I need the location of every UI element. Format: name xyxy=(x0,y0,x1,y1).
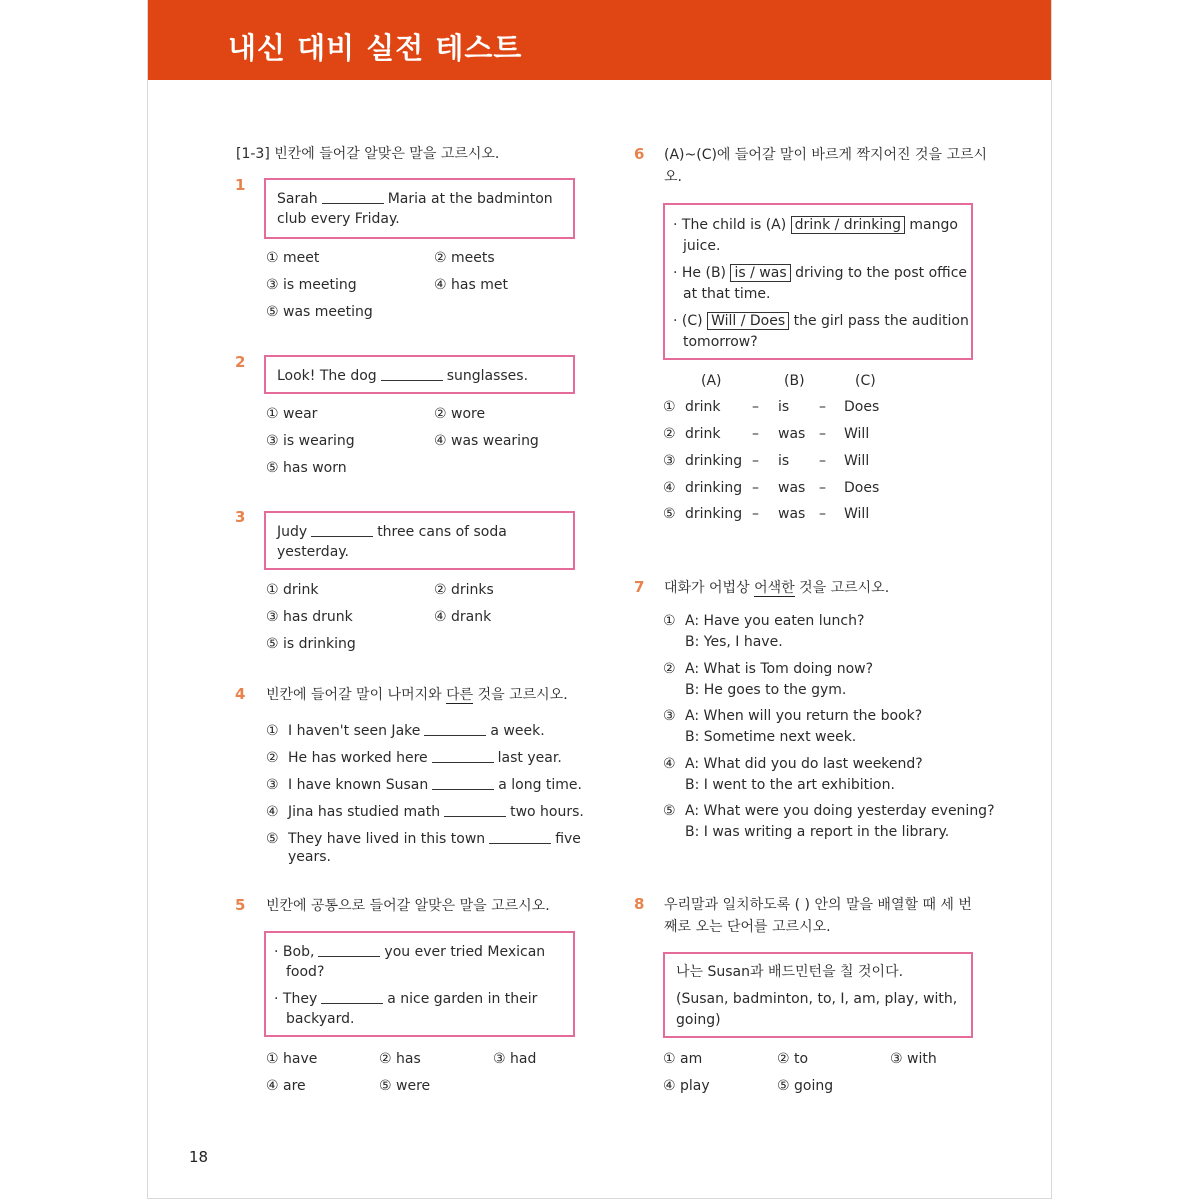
option-line-b: B: Yes, I have. xyxy=(685,634,783,650)
dash: – xyxy=(819,426,826,442)
option-b: is xyxy=(778,399,790,415)
q1-sentence-line-1 xyxy=(277,188,553,210)
blank xyxy=(432,774,494,790)
q3-option-3[interactable]: ③ has drunk xyxy=(266,609,353,625)
q3-option-4[interactable]: ④ drank xyxy=(434,609,492,625)
q6-option-3[interactable] xyxy=(663,453,742,469)
q8-option-2[interactable]: ② to xyxy=(777,1051,809,1067)
header-banner xyxy=(148,0,1051,80)
q4-option-5[interactable] xyxy=(266,828,581,847)
q4-option-5-continued: years. xyxy=(288,849,331,865)
q5-sentence-2-cont: backyard. xyxy=(286,1011,355,1027)
q6-option-5[interactable] xyxy=(663,506,742,522)
q2-option-3[interactable]: ③ is wearing xyxy=(266,433,355,449)
q4-option-3[interactable] xyxy=(266,774,582,793)
option-text-end: a long time. xyxy=(498,777,582,793)
blank xyxy=(432,747,494,763)
option-c: Does xyxy=(844,480,880,496)
q3-option-5[interactable]: ⑤ is drinking xyxy=(266,636,356,652)
q5-sentence-1 xyxy=(274,941,545,963)
option-number: ① xyxy=(663,399,676,415)
option-number: ③ xyxy=(663,453,676,469)
q8-option-1[interactable]: ① am xyxy=(663,1051,703,1067)
dash: – xyxy=(819,480,826,496)
question-number-7: 7 xyxy=(634,578,645,596)
q8-option-4[interactable]: ④ play xyxy=(663,1078,710,1094)
option-text: I have known Susan xyxy=(288,777,429,793)
q5-instruction: 빈칸에 공통으로 들어갈 알맞은 말을 고르시오. xyxy=(266,898,550,914)
q3-option-2[interactable]: ② drinks xyxy=(434,582,494,598)
q7-option-3[interactable] xyxy=(663,708,922,724)
q6-option-1[interactable] xyxy=(663,399,721,415)
dash: – xyxy=(752,399,759,415)
option-c: Does xyxy=(844,399,880,415)
q6-choice-box-b: is / was xyxy=(730,264,790,282)
option-text: They have lived in this town xyxy=(288,831,486,847)
q2-option-2[interactable]: ② wore xyxy=(434,406,486,422)
q6-choice-box-c: Will / Does xyxy=(707,312,789,330)
option-text: Jina has studied math xyxy=(288,804,441,820)
q6-sentence-a-cont: juice. xyxy=(683,238,721,254)
blank xyxy=(489,828,551,844)
option-line-b: B: I went to the art exhibition. xyxy=(685,777,895,793)
q5-option-5[interactable]: ⑤ were xyxy=(379,1078,431,1094)
option-a: drinking xyxy=(685,453,743,469)
q6-sentence-c xyxy=(673,311,969,332)
q8-word-list: (Susan, badminton, to, I, am, play, with, xyxy=(676,991,958,1007)
option-a: drinking xyxy=(685,480,743,496)
q7-instruction-emphasis: 어색한 xyxy=(754,580,795,596)
option-line-a: A: Have you eaten lunch? xyxy=(685,613,865,629)
question-6-box xyxy=(663,203,973,360)
option-line-a: A: What did you do last weekend? xyxy=(685,756,923,772)
blank xyxy=(322,188,384,204)
q6-sentence-a xyxy=(673,215,958,236)
q8-word-list-cont: going) xyxy=(676,1012,721,1028)
question-2-box xyxy=(264,355,575,394)
q1-option-3[interactable]: ③ is meeting xyxy=(266,277,357,293)
option-line-a: A: What were you doing yesterday evening? xyxy=(685,803,995,819)
option-number: ① xyxy=(663,613,676,629)
q4-instruction xyxy=(266,685,568,706)
blank xyxy=(311,521,373,537)
option-c: Will xyxy=(844,453,870,469)
q6-a-text: · The child is (A) xyxy=(673,217,787,233)
option-number: ④ xyxy=(663,480,676,496)
q4-instruction-c: 것을 고르시오. xyxy=(477,687,568,703)
question-3-box xyxy=(264,511,575,570)
option-b: was xyxy=(778,480,806,496)
dash: – xyxy=(752,480,759,496)
q6-option-4[interactable] xyxy=(663,480,742,496)
q2-sentence xyxy=(277,365,528,387)
q5-option-1[interactable]: ① have xyxy=(266,1051,318,1067)
q1-option-2[interactable]: ② meets xyxy=(434,250,495,266)
option-text: I haven't seen Jake xyxy=(288,723,421,739)
question-number-2: 2 xyxy=(235,353,246,371)
q1-option-1[interactable]: ① meet xyxy=(266,250,320,266)
q5-option-3[interactable]: ③ had xyxy=(493,1051,537,1067)
blank xyxy=(381,365,443,381)
q6-c-text-end: the girl pass the audition xyxy=(793,313,969,329)
option-number: ④ xyxy=(663,756,676,772)
q4-instruction-a: 빈칸에 들어갈 말이 나머지와 xyxy=(266,687,442,703)
q6-choice-box-a: drink / drinking xyxy=(791,216,905,234)
question-1-box xyxy=(264,178,575,239)
option-b: was xyxy=(778,426,806,442)
option-number: ③ xyxy=(663,708,676,724)
question-number-4: 4 xyxy=(235,685,246,703)
question-8-box xyxy=(663,952,973,1038)
q1-text-a: Sarah xyxy=(277,191,318,207)
q6-option-2[interactable] xyxy=(663,426,721,442)
page-number: 18 xyxy=(189,1148,209,1166)
q7-instruction-a: 대화가 어법상 xyxy=(664,580,750,596)
dash: – xyxy=(752,453,759,469)
q7-option-1[interactable] xyxy=(663,613,864,629)
q2-text-b: sunglasses. xyxy=(446,368,529,384)
q4-option-1[interactable] xyxy=(266,720,545,739)
q4-option-4[interactable] xyxy=(266,801,584,820)
blank xyxy=(321,988,383,1004)
q8-korean-sentence: 나는 Susan과 배드민턴을 칠 것이다. xyxy=(676,964,904,980)
q5-sentence-1-cont: food? xyxy=(286,964,325,980)
dash: – xyxy=(819,506,826,522)
option-b: is xyxy=(778,453,790,469)
q5-option-4[interactable]: ④ are xyxy=(266,1078,306,1094)
q5-sentence-2 xyxy=(274,988,537,1010)
q1-option-5[interactable]: ⑤ was meeting xyxy=(266,304,373,320)
q6-header-c: (C) xyxy=(855,373,876,389)
option-number: ② xyxy=(266,750,279,766)
q6-a-text-end: mango xyxy=(909,217,958,233)
question-number-1: 1 xyxy=(235,176,246,194)
q7-instruction xyxy=(664,578,889,599)
option-b: was xyxy=(778,506,806,522)
page-title: 내신 대비 실전 테스트 xyxy=(228,31,523,65)
q5-option-2[interactable]: ② has xyxy=(379,1051,421,1067)
option-text-end: five xyxy=(555,831,581,847)
q7-option-2[interactable] xyxy=(663,661,873,677)
q2-option-1[interactable]: ① wear xyxy=(266,406,318,422)
option-number: ② xyxy=(663,661,676,677)
dash: – xyxy=(752,506,759,522)
q6-instruction-line-1: (A)~(C)에 들어갈 말이 바르게 짝지어진 것을 고르시 xyxy=(664,147,988,163)
question-number-5: 5 xyxy=(235,896,246,914)
q8-option-5[interactable]: ⑤ going xyxy=(777,1078,834,1094)
instruction-1-3: [1-3] 빈칸에 들어갈 알맞은 말을 고르시오. xyxy=(236,146,500,162)
q8-instruction-line-2: 째로 오는 단어를 고르시오. xyxy=(664,919,831,935)
option-number: ⑤ xyxy=(266,831,279,847)
option-number: ① xyxy=(266,723,279,739)
question-number-6: 6 xyxy=(634,145,645,163)
option-line-a: A: What is Tom doing now? xyxy=(685,661,874,677)
q3-text-b: three cans of soda xyxy=(377,524,507,540)
q7-option-4[interactable] xyxy=(663,756,923,772)
blank xyxy=(424,720,486,736)
dash: – xyxy=(819,399,826,415)
q2-option-5[interactable]: ⑤ has worn xyxy=(266,460,347,476)
q6-sentence-c-cont: tomorrow? xyxy=(683,334,758,350)
q7-option-5[interactable] xyxy=(663,803,995,819)
dash: – xyxy=(819,453,826,469)
q6-header-b: (B) xyxy=(784,373,805,389)
q5-s1-b: you ever tried Mexican xyxy=(384,944,546,960)
q2-text-a: Look! The dog xyxy=(277,368,377,384)
dash: – xyxy=(752,426,759,442)
q3-sentence-line-1 xyxy=(277,521,507,543)
option-text-end: a week. xyxy=(490,723,545,739)
option-line-a: A: When will you return the book? xyxy=(685,708,923,724)
q5-s2-a: · They xyxy=(274,991,318,1007)
q4-option-2[interactable] xyxy=(266,747,562,766)
option-c: Will xyxy=(844,426,870,442)
question-number-8: 8 xyxy=(634,895,645,913)
q1-text-b: Maria at the badminton xyxy=(387,191,553,207)
option-number: ⑤ xyxy=(663,506,676,522)
question-number-3: 3 xyxy=(235,508,246,526)
q5-s2-b: a nice garden in their xyxy=(387,991,538,1007)
q6-sentence-b-cont: at that time. xyxy=(683,286,771,302)
q8-option-3[interactable]: ③ with xyxy=(890,1051,937,1067)
q6-instruction-line-2: 오. xyxy=(664,169,682,185)
option-number: ⑤ xyxy=(663,803,676,819)
option-number: ③ xyxy=(266,777,279,793)
page xyxy=(147,0,1052,1199)
q5-s1-a: · Bob, xyxy=(274,944,315,960)
blank xyxy=(318,941,380,957)
q6-sentence-b xyxy=(673,263,967,284)
q1-sentence-line-2: club every Friday. xyxy=(277,211,400,227)
q3-sentence-line-2: yesterday. xyxy=(277,544,350,560)
q8-instruction-line-1: 우리말과 일치하도록 ( ) 안의 말을 배열할 때 세 번 xyxy=(664,897,972,913)
q6-b-text: · He (B) xyxy=(673,265,727,281)
option-a: drinking xyxy=(685,506,743,522)
blank xyxy=(444,801,506,817)
q6-b-text-end: driving to the post office xyxy=(795,265,968,281)
question-5-box xyxy=(264,931,575,1037)
option-text-end: last year. xyxy=(497,750,562,766)
option-number: ④ xyxy=(266,804,279,820)
option-text-end: two hours. xyxy=(510,804,584,820)
option-line-b: B: I was writing a report in the library. xyxy=(685,824,950,840)
q2-option-4[interactable]: ④ was wearing xyxy=(434,433,539,449)
option-line-b: B: Sometime next week. xyxy=(685,729,857,745)
q6-c-text: · (C) xyxy=(673,313,703,329)
q3-text-a: Judy xyxy=(277,524,308,540)
option-c: Will xyxy=(844,506,870,522)
q3-option-1[interactable]: ① drink xyxy=(266,582,319,598)
q1-option-4[interactable]: ④ has met xyxy=(434,277,508,293)
option-a: drink xyxy=(685,399,721,415)
option-text: He has worked here xyxy=(288,750,428,766)
option-line-b: B: He goes to the gym. xyxy=(685,682,847,698)
q4-instruction-emphasis: 다른 xyxy=(446,687,474,703)
option-number: ② xyxy=(663,426,676,442)
q7-instruction-c: 것을 고르시오. xyxy=(799,580,890,596)
option-a: drink xyxy=(685,426,721,442)
q6-header-a: (A) xyxy=(701,373,722,389)
